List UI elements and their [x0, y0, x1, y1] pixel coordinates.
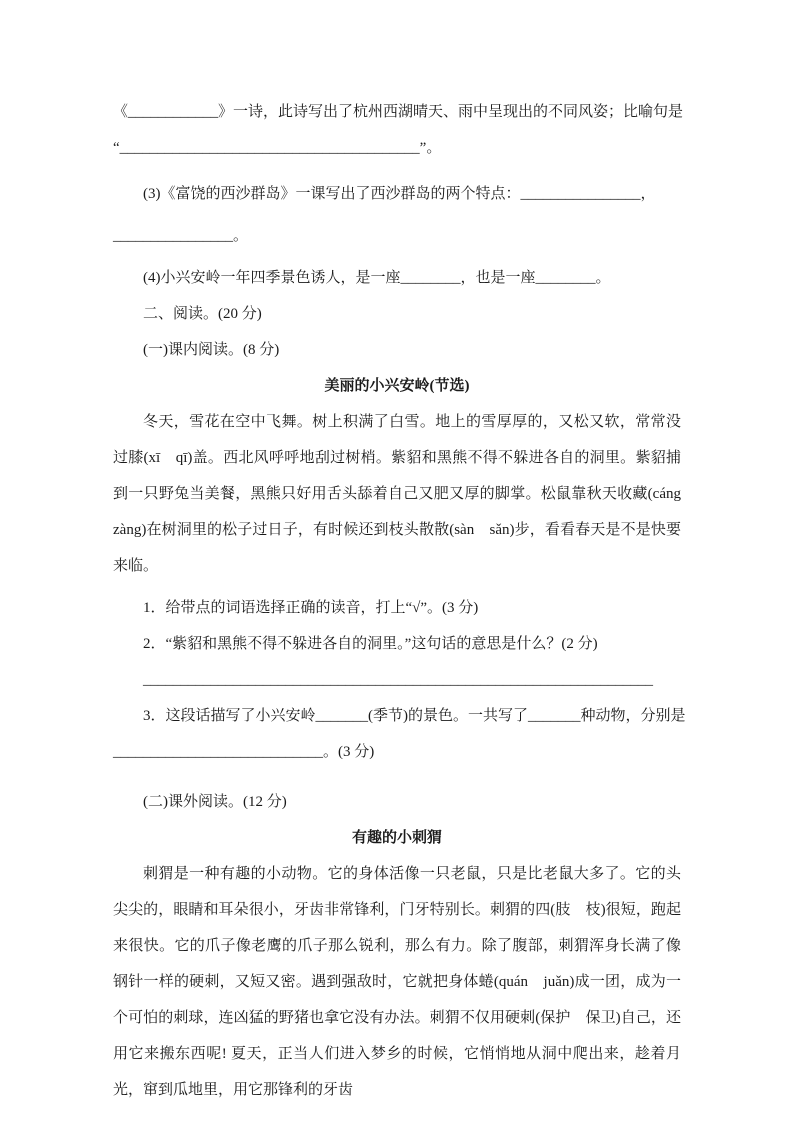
part-2-heading: (二)课外阅读。(12 分)	[143, 794, 287, 810]
question-2-answer-line: “________________________________________”。	[113, 140, 442, 156]
reading-question-2-answer-line: ____________________________________________________________________	[143, 672, 653, 688]
passage-2-title: 有趣的小刺猬	[351, 830, 442, 846]
reading-question-1: 1．给带点的词语选择正确的读音，打上“√”。(3 分)	[143, 600, 479, 616]
question-3-line-2: ________________。	[113, 228, 249, 244]
reading-question-3-line-1: 3．这段话描写了小兴安岭_______(季节)的景色。一共写了_______种动物，分别是	[143, 708, 686, 724]
passage-1-text: 冬天，雪花在空中飞舞。树上积满了白雪。地上的雪厚厚的，又松又软，常常没过膝(xī qī)盖。西北风呼呼地刮过树梢。紫貂和黑熊不得不躲进各自的洞里。紫貂捕到一只野兔当美餐，黑熊只好用舌头舔着自己又肥又厚的脚掌。松鼠靠秋天收藏(cáng zàng)在树洞里的松子过日子，有时候还到枝头散散(sàn sǎn)步，看看春天是不是快要来临。	[113, 414, 697, 574]
section-2-heading: 二、阅读。(20 分)	[143, 306, 262, 322]
passage-2-text: 刺猬是一种有趣的小动物。它的身体活像一只老鼠，只是比老鼠大多了。它的头尖尖的，眼睛和耳朵很小，牙齿非常锋利，门牙特别长。刺猬的四(肢 枝)很短，跑起来很快。它的爪子像老鹰的爪子那么锐利，那么有力。除了腹部，刺猬浑身长满了像钢针一样的硬刺，又短又密。遇到强敌时，它就把身体蜷(quán juǎn)成一团，成为一个可怕的刺球，连凶猛的野猪也拿它没有办法。刺猬不仅用硬刺(保护 保卫)自己，还用它来搬东西呢! 夏天，正当人们进入梦乡的时候，它悄悄地从洞中爬出来，趁着月光，窜到瓜地里，用它那锋利的牙齿	[113, 866, 681, 1098]
question-3-line-1: (3)《富饶的西沙群岛》一课写出了西沙群岛的两个特点：________________，	[143, 186, 656, 202]
reading-question-2: 2．“紫貂和黑熊不得不躲进各自的洞里。”这句话的意思是什么？(2 分)	[143, 636, 598, 652]
question-2-line-1: 《____________》一诗，此诗写出了杭州西湖晴天、雨中呈现出的不同风姿；比喻句是	[113, 104, 684, 120]
part-1-heading: (一)课内阅读。(8 分)	[143, 342, 280, 358]
passage-1-title: 美丽的小兴安岭(节选)	[324, 378, 470, 394]
reading-question-3-line-2: ____________________________。(3 分)	[113, 744, 375, 760]
question-4: (4)小兴安岭一年四季景色诱人，是一座________，也是一座________。	[143, 270, 611, 286]
